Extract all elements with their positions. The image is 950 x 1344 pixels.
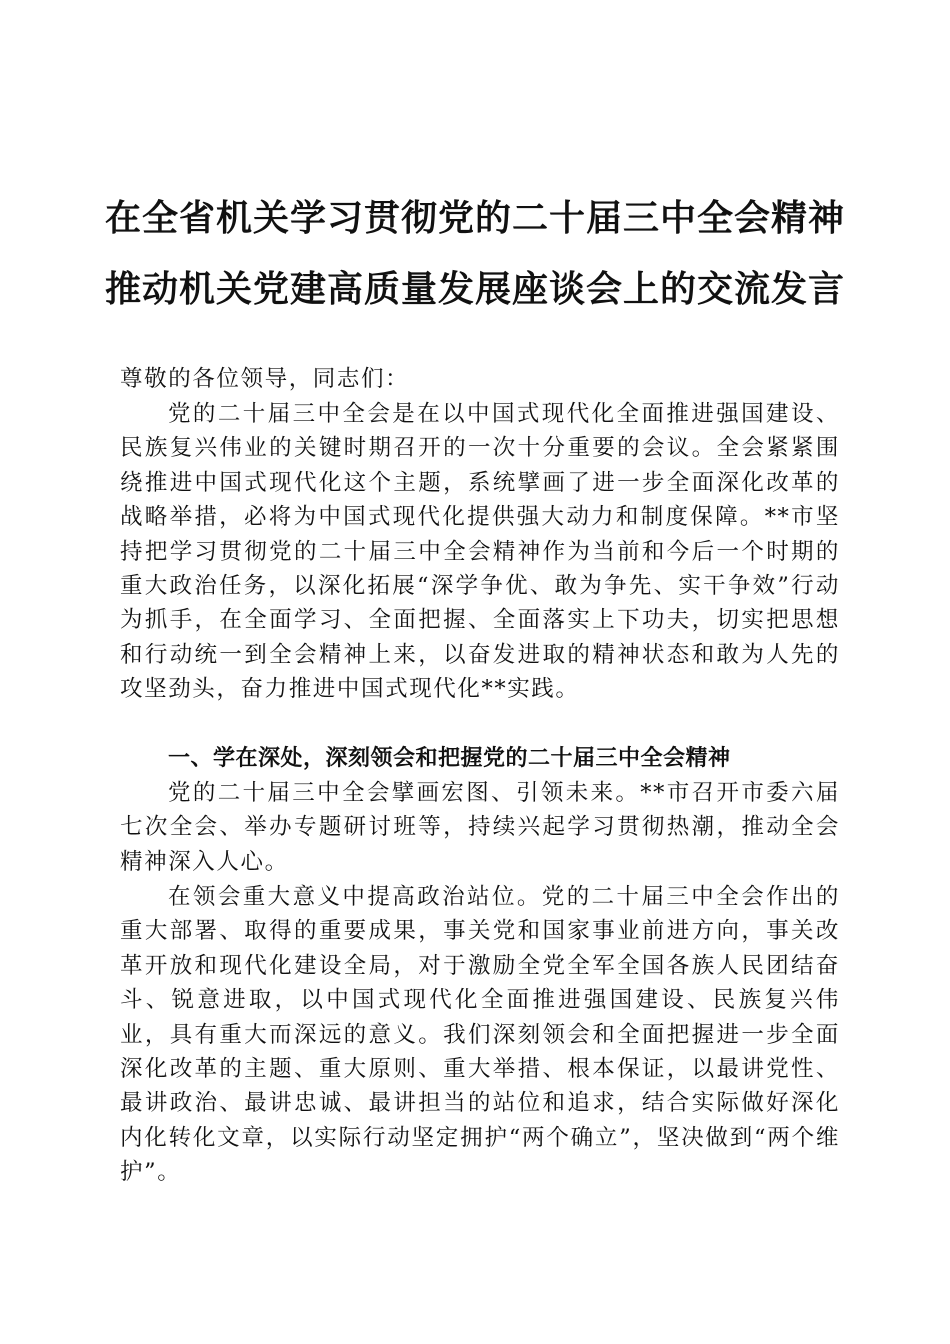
document-title-line-2: 推动机关党建高质量发展座谈会上的交流发言 xyxy=(104,269,845,310)
document-title-line-1: 在全省机关学习贯彻党的二十届三中全会精神 xyxy=(104,198,845,239)
section-1-paragraph-2: 在领会重大意义中提高政治站位。党的二十届三中全会作出的重大部署、取得的重要成果，事关党和国家事业前进方向，事关改革开放和现代化建设全局，对于激励全党全军全国各族人民团结奋斗、锐意进取，以中国式现代化全面推进强国建设、民族复兴伟业，具有重大而深远的意义。我们深刻领会和全面把握进一步全面深化改革的主题、重大原则、重大举措、根本保证，以最讲党性、最讲政治、最讲忠诚、最讲担当的站位和追求，结合实际做好深化内化转化文章，以实际行动坚定拥护“两个确立”，坚决做到“两个维护”。 xyxy=(120,884,840,1186)
section-heading-1: 一、学在深处，深刻领会和把握党的二十届三中全会精神 xyxy=(168,746,731,771)
intro-paragraph: 党的二十届三中全会是在以中国式现代化全面推进强国建设、民族复兴伟业的关键时期召开的一次十分重要的会议。全会紧紧围绕推进中国式现代化这个主题，系统擘画了进一步全面深化改革的战略举措，必将为中国式现代化提供强大动力和制度保障。**市坚持把学习贯彻党的二十届三中全会精神作为当前和今后一个时期的重大政治任务，以深化拓展“深学争优、敢为争先、实干争效”行动为抓手，在全面学习、全面把握、全面落实上下功夫，切实把思想和行动统一到全会精神上来，以奋发进取的精神状态和敢为人先的攻坚劲头，奋力推进中国式现代化**实践。 xyxy=(120,401,840,703)
section-1-paragraph-1: 党的二十届三中全会擘画宏图、引领未来。**市召开市委六届七次全会、举办专题研讨班等，持续兴起学习贯彻热潮，推动全会精神深入人心。 xyxy=(120,780,840,875)
salutation: 尊敬的各位领导，同志们： xyxy=(120,366,410,392)
